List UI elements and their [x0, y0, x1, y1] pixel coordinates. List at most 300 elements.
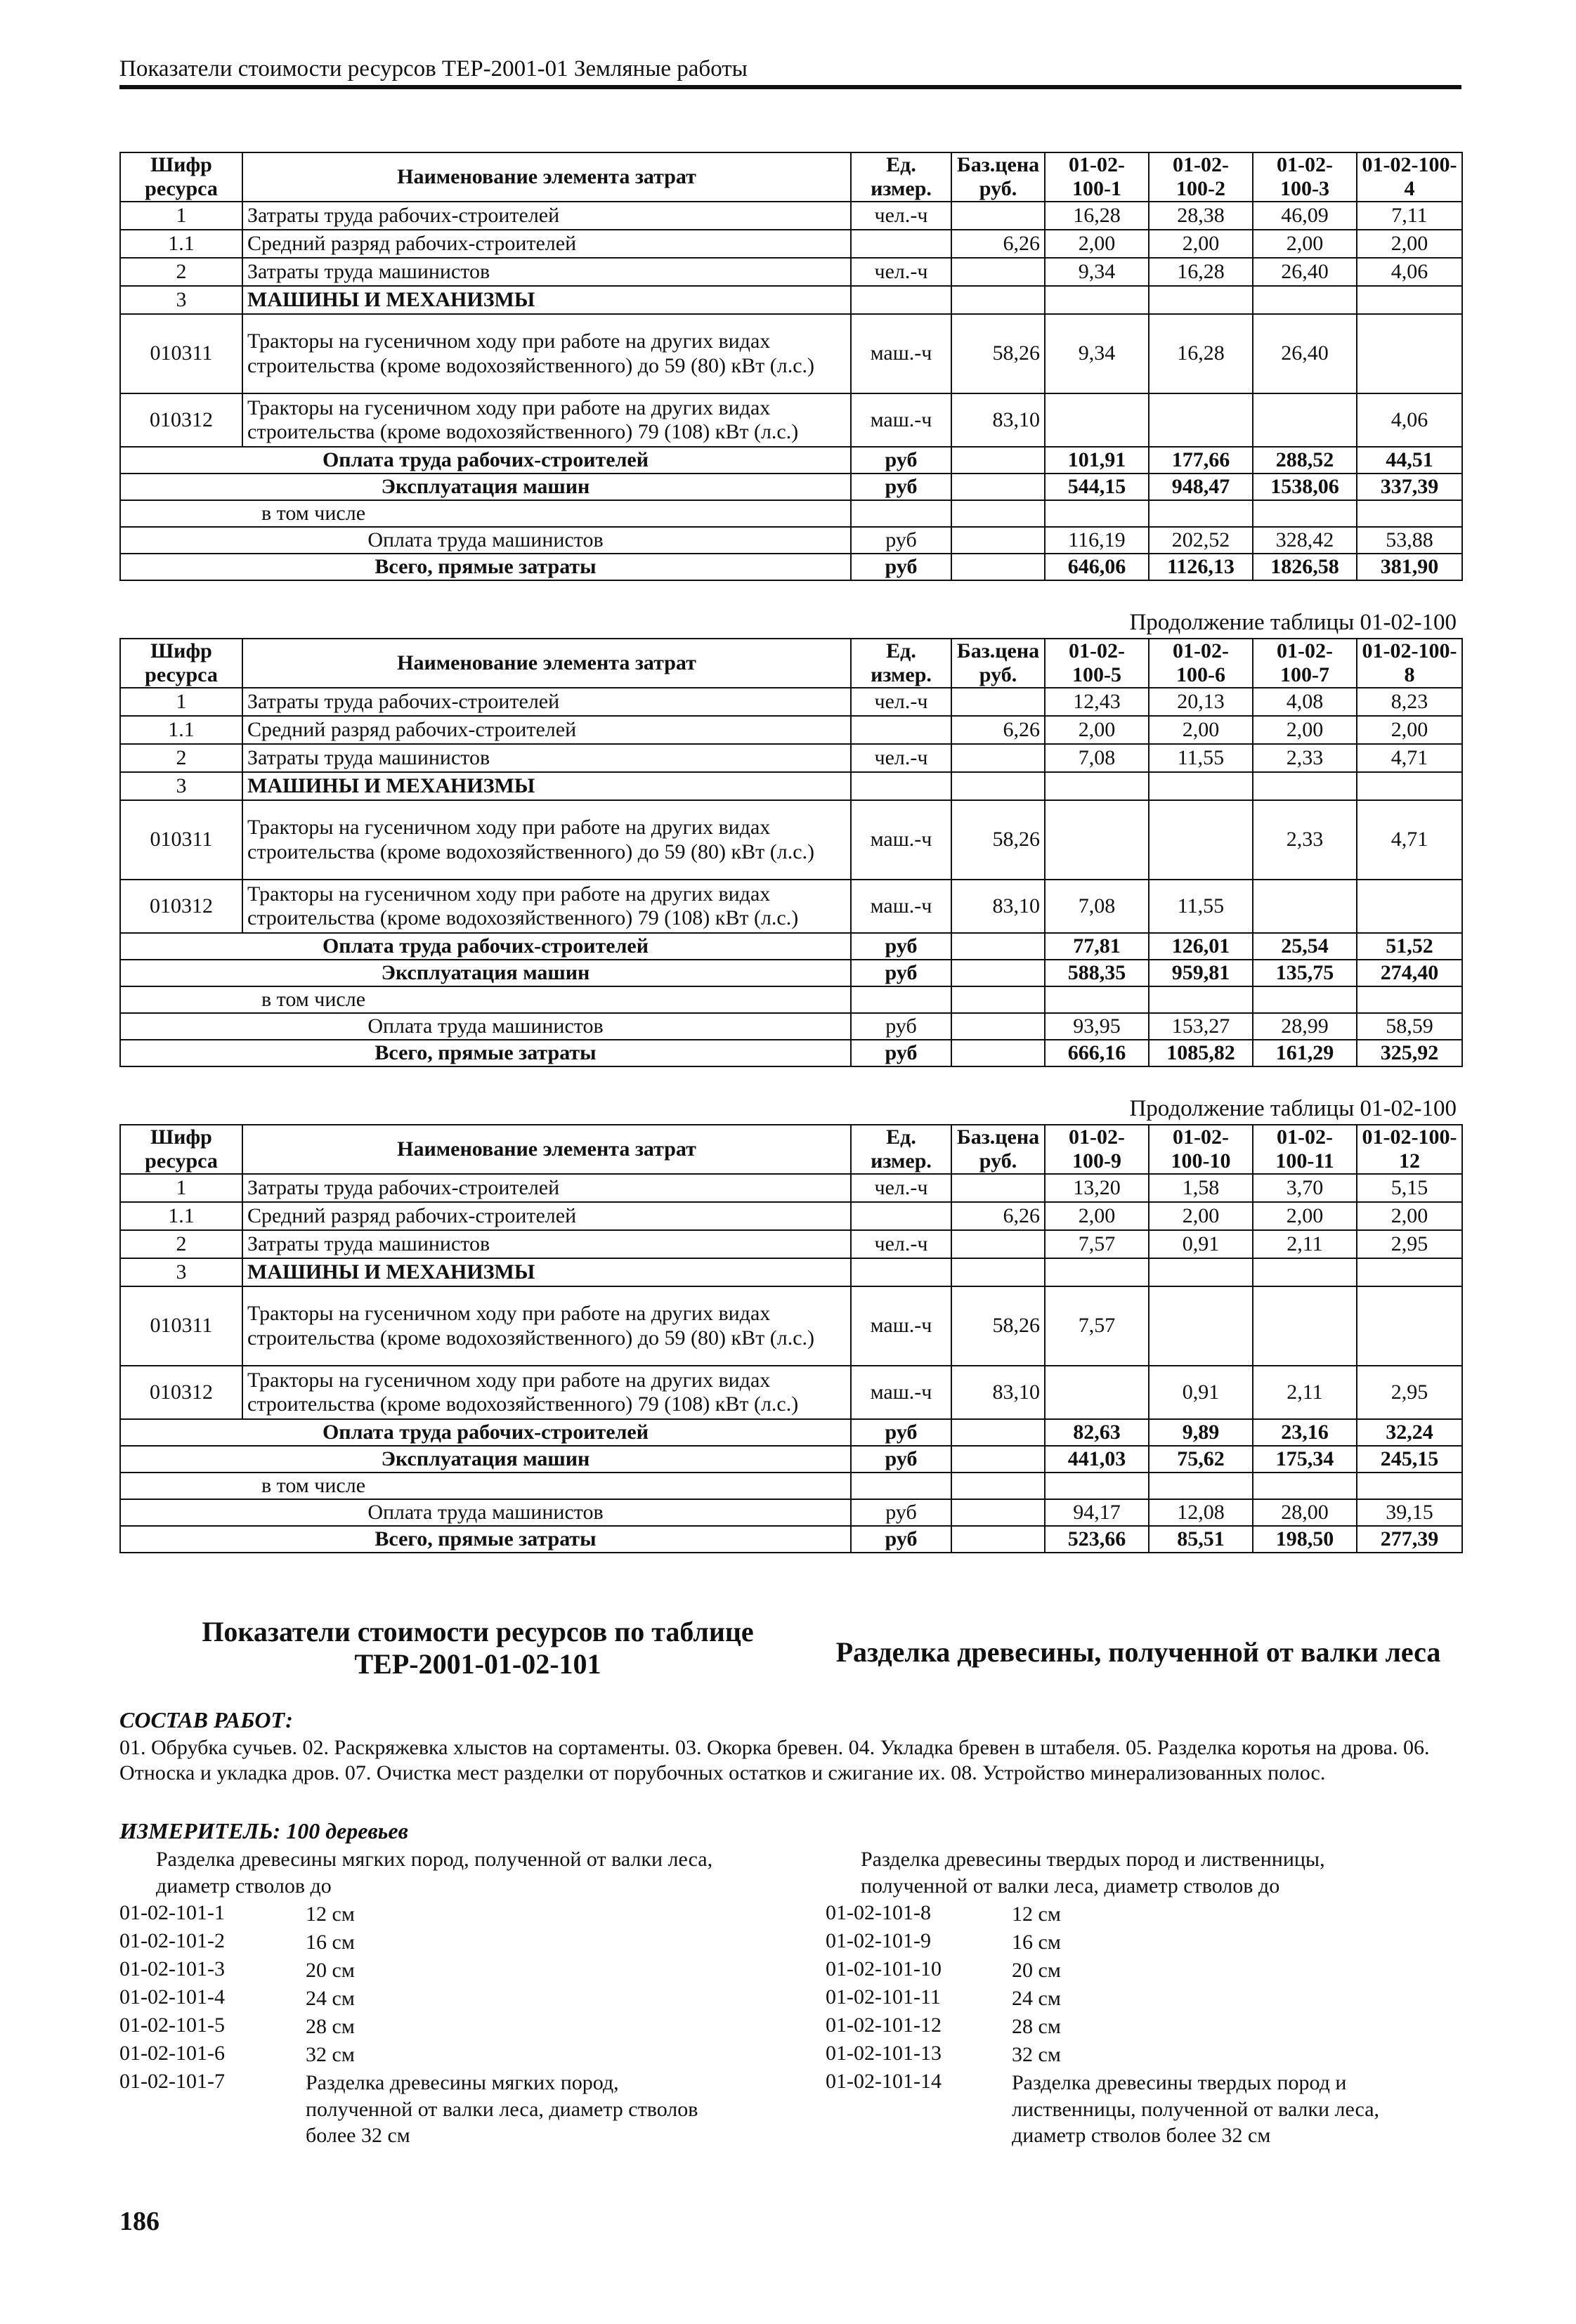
- cell-name: Тракторы на гусеничном ходу при работе на других видах строительства (кроме водохозяйственного) до 59 (80) кВт (л.с.): [242, 1286, 851, 1366]
- col-header-norm: 01-02-100-12: [1357, 1125, 1462, 1174]
- cell-value: [1149, 286, 1253, 314]
- list-item-code: 01-02-101-5: [119, 2013, 225, 2037]
- totals-unit: руб: [851, 1446, 951, 1473]
- cell-code: 010311: [120, 314, 242, 393]
- table-row: [120, 393, 1462, 447]
- col-header-unit: Ед. измер.: [851, 152, 951, 202]
- col-header-norm: 01-02-100-6: [1149, 639, 1253, 688]
- totals-value: [1357, 1473, 1462, 1499]
- col-header-norm: 01-02-100-7: [1253, 639, 1357, 688]
- totals-label: Всего, прямые затраты: [120, 554, 851, 580]
- cell-name: МАШИНЫ И МЕХАНИЗМЫ: [242, 1258, 851, 1286]
- totals-value: 9,89: [1149, 1419, 1253, 1446]
- totals-row: [120, 1040, 1462, 1066]
- list-item: [119, 1901, 741, 1929]
- cell-code: 1: [120, 1174, 242, 1202]
- list-item: [119, 1929, 741, 1957]
- cell-value: [1045, 1258, 1149, 1286]
- cell-value: 2,11: [1253, 1230, 1357, 1258]
- table-row: [120, 314, 1462, 393]
- totals-value: 44,51: [1357, 447, 1462, 474]
- totals-value: 153,27: [1149, 1013, 1253, 1040]
- cell-value: 2,00: [1357, 716, 1462, 744]
- cell-code: 2: [120, 1230, 242, 1258]
- list-item-code: 01-02-101-6: [119, 2042, 225, 2065]
- cell-value: [1149, 393, 1253, 447]
- totals-value: 1085,82: [1149, 1040, 1253, 1066]
- totals-row: [120, 1013, 1462, 1040]
- totals-value: 23,16: [1253, 1419, 1357, 1446]
- totals-price: [951, 1473, 1045, 1499]
- col-header-name: Наименование элемента затрат: [242, 152, 851, 202]
- list-item-value: 32 см: [1012, 2043, 1061, 2066]
- cell-value: 26,40: [1253, 258, 1357, 286]
- totals-value: 337,39: [1357, 474, 1462, 500]
- totals-row: [120, 1526, 1462, 1553]
- cell-price: 58,26: [951, 800, 1045, 880]
- totals-unit: руб: [851, 554, 951, 580]
- totals-price: [951, 960, 1045, 986]
- totals-value: 288,52: [1253, 447, 1357, 474]
- cell-price: 58,26: [951, 314, 1045, 393]
- totals-value: 245,15: [1357, 1446, 1462, 1473]
- totals-label: Оплата труда рабочих-строителей: [120, 1419, 851, 1446]
- col-header-norm: 01-02-100-5: [1045, 639, 1149, 688]
- totals-value: 1826,58: [1253, 554, 1357, 580]
- totals-unit: руб: [851, 474, 951, 500]
- works-text: 01. Обрубка сучьев. 02. Раскряжевка хлыстов на сортаменты. 03. Окорка бревен. 04. Укладка бревен в штабеля. 05. Разделка коротья на дрова. 06. Относка и укладка дров. 07. Очистка мест разделки от порубочных остатков и сжигание их. 08. Устройство минерализованных полос.: [119, 1736, 1430, 1784]
- cell-name: Затраты труда машинистов: [242, 1230, 851, 1258]
- col-header-norm: 01-02-100-9: [1045, 1125, 1149, 1174]
- list-item-value: 32 см: [306, 2043, 355, 2066]
- totals-row: [120, 986, 1462, 1013]
- col-header-price: Баз.цена руб.: [951, 1125, 1045, 1174]
- works-label: СОСТАВ РАБОТ:: [119, 1707, 293, 1732]
- totals-row: [120, 1473, 1462, 1499]
- totals-value: [1045, 1473, 1149, 1499]
- cell-code: 010311: [120, 1286, 242, 1366]
- totals-value: 116,19: [1045, 527, 1149, 554]
- totals-label: Эксплуатация машин: [120, 1446, 851, 1473]
- totals-price: [951, 474, 1045, 500]
- cell-value: 8,23: [1357, 688, 1462, 716]
- totals-value: 1126,13: [1149, 554, 1253, 580]
- totals-price: [951, 1419, 1045, 1446]
- cell-value: 1,58: [1149, 1174, 1253, 1202]
- cell-unit: маш.-ч: [851, 1286, 951, 1366]
- totals-row: [120, 1446, 1462, 1473]
- list-item: [119, 2013, 741, 2042]
- totals-price: [951, 554, 1045, 580]
- totals-row: [120, 527, 1462, 554]
- cell-value: 2,00: [1253, 1202, 1357, 1230]
- list-item: [119, 2070, 741, 2147]
- cell-value: 2,00: [1149, 716, 1253, 744]
- totals-value: [1253, 986, 1357, 1013]
- totals-value: 277,39: [1357, 1526, 1462, 1553]
- table-row: [120, 772, 1462, 800]
- totals-value: 274,40: [1357, 960, 1462, 986]
- col-header-norm: 01-02-100-8: [1357, 639, 1462, 688]
- totals-value: 381,90: [1357, 554, 1462, 580]
- table-row: [120, 1286, 1462, 1366]
- list-item: [826, 1901, 1447, 1929]
- table-row: [120, 286, 1462, 314]
- cell-code: 3: [120, 286, 242, 314]
- list-item: [826, 2042, 1447, 2070]
- list-item: [826, 1929, 1447, 1957]
- page-number: 186: [119, 2207, 159, 2236]
- table-row: [120, 744, 1462, 772]
- list-item-code: 01-02-101-4: [119, 1985, 225, 2009]
- totals-price: [951, 500, 1045, 527]
- cell-name: Затраты труда рабочих-строителей: [242, 1174, 851, 1202]
- cell-value: 12,43: [1045, 688, 1149, 716]
- totals-value: 948,47: [1149, 474, 1253, 500]
- totals-price: [951, 447, 1045, 474]
- cell-name: Тракторы на гусеничном ходу при работе на других видах строительства (кроме водохозяйственного) до 59 (80) кВт (л.с.): [242, 800, 851, 880]
- cell-value: [1253, 880, 1357, 933]
- totals-unit: руб: [851, 960, 951, 986]
- continuation-caption: Продолжение таблицы 01-02-100: [1129, 610, 1457, 635]
- cell-name: Тракторы на гусеничном ходу при работе на других видах строительства (кроме водохозяйственного) 79 (108) кВт (л.с.): [242, 1366, 851, 1419]
- list-item: [826, 1985, 1447, 2013]
- totals-value: 39,15: [1357, 1499, 1462, 1526]
- list-item-value: 20 см: [306, 1959, 355, 1982]
- totals-value: 28,00: [1253, 1499, 1357, 1526]
- totals-value: 28,99: [1253, 1013, 1357, 1040]
- cell-value: 2,95: [1357, 1366, 1462, 1419]
- cell-value: 2,00: [1045, 716, 1149, 744]
- cell-code: 1.1: [120, 230, 242, 258]
- cell-unit: чел.-ч: [851, 258, 951, 286]
- cell-price: 83,10: [951, 880, 1045, 933]
- table-row: [120, 230, 1462, 258]
- totals-value: 58,59: [1357, 1013, 1462, 1040]
- cell-value: 7,11: [1357, 202, 1462, 230]
- cell-value: [1253, 1286, 1357, 1366]
- cell-name: Средний разряд рабочих-строителей: [242, 1202, 851, 1230]
- totals-row: [120, 474, 1462, 500]
- cell-code: 2: [120, 744, 242, 772]
- list-item-value: 16 см: [1012, 1931, 1061, 1954]
- cell-value: 7,57: [1045, 1230, 1149, 1258]
- list-item-code: 01-02-101-3: [119, 1957, 225, 1980]
- table-row: [120, 202, 1462, 230]
- totals-value: 25,54: [1253, 933, 1357, 960]
- cell-price: [951, 688, 1045, 716]
- table-row: [120, 800, 1462, 880]
- cell-value: [1045, 800, 1149, 880]
- totals-value: 51,52: [1357, 933, 1462, 960]
- totals-price: [951, 933, 1045, 960]
- totals-value: 325,92: [1357, 1040, 1462, 1066]
- cell-name: Затраты труда рабочих-строителей: [242, 202, 851, 230]
- cell-name: Затраты труда машинистов: [242, 744, 851, 772]
- cell-value: 2,33: [1253, 744, 1357, 772]
- cell-code: 010312: [120, 880, 242, 933]
- list-item-value: 28 см: [306, 2015, 355, 2038]
- cell-value: 5,15: [1357, 1174, 1462, 1202]
- totals-label: Всего, прямые затраты: [120, 1040, 851, 1066]
- cell-price: [951, 744, 1045, 772]
- left-code-list: [119, 1901, 741, 2147]
- list-item: [826, 2070, 1447, 2147]
- cell-value: 2,00: [1045, 1202, 1149, 1230]
- cell-value: 3,70: [1253, 1174, 1357, 1202]
- totals-value: 959,81: [1149, 960, 1253, 986]
- cell-code: 010312: [120, 393, 242, 447]
- cell-value: 11,55: [1149, 880, 1253, 933]
- cell-name: Затраты труда машинистов: [242, 258, 851, 286]
- col-header-code: Шифр ресурса: [120, 152, 242, 202]
- cell-value: [1253, 393, 1357, 447]
- list-item-value: Разделка древесины твердых пород и лиственницы, полученной от валки леса, диаметр стволов более 32 см: [1012, 2071, 1380, 2147]
- totals-value: 441,03: [1045, 1446, 1149, 1473]
- cell-name: Средний разряд рабочих-строителей: [242, 716, 851, 744]
- cell-code: 010312: [120, 1366, 242, 1419]
- cell-value: 2,00: [1149, 230, 1253, 258]
- list-item: [826, 1957, 1447, 1985]
- col-header-norm: 01-02-100-2: [1149, 152, 1253, 202]
- cell-value: [1357, 1258, 1462, 1286]
- totals-value: 126,01: [1149, 933, 1253, 960]
- col-header-norm: 01-02-100-4: [1357, 152, 1462, 202]
- cell-price: 6,26: [951, 230, 1045, 258]
- cell-price: [951, 1258, 1045, 1286]
- cell-price: [951, 286, 1045, 314]
- totals-value: 177,66: [1149, 447, 1253, 474]
- cell-unit: маш.-ч: [851, 393, 951, 447]
- cell-value: 4,71: [1357, 800, 1462, 880]
- totals-value: 161,29: [1253, 1040, 1357, 1066]
- totals-value: 32,24: [1357, 1419, 1462, 1446]
- resource-table-3: [119, 1124, 1463, 1553]
- cell-name: Тракторы на гусеничном ходу при работе на других видах строительства (кроме водохозяйственного) до 59 (80) кВт (л.с.): [242, 314, 851, 393]
- cell-unit: маш.-ч: [851, 800, 951, 880]
- table-row: [120, 1366, 1462, 1419]
- cell-value: 16,28: [1149, 258, 1253, 286]
- cell-value: 4,06: [1357, 393, 1462, 447]
- resource-table-2: [119, 638, 1463, 1067]
- cell-unit: маш.-ч: [851, 314, 951, 393]
- col-header-norm: 01-02-100-3: [1253, 152, 1357, 202]
- list-item-value: 24 см: [306, 1987, 355, 2010]
- totals-value: 544,15: [1045, 474, 1149, 500]
- totals-value: [1149, 1473, 1253, 1499]
- measure-line: [119, 1818, 408, 1844]
- totals-row: [120, 447, 1462, 474]
- totals-unit: [851, 500, 951, 527]
- cell-value: [1149, 800, 1253, 880]
- cell-price: 83,10: [951, 1366, 1045, 1419]
- section-title: Показатели стоимости ресурсов по таблице ТЕР-2001-01-02-101: [202, 1616, 754, 1680]
- cell-price: 83,10: [951, 393, 1045, 447]
- cell-unit: [851, 1202, 951, 1230]
- totals-price: [951, 986, 1045, 1013]
- cell-value: 11,55: [1149, 744, 1253, 772]
- cell-unit: маш.-ч: [851, 880, 951, 933]
- totals-label: Оплата труда рабочих-строителей: [120, 447, 851, 474]
- cell-name: Средний разряд рабочих-строителей: [242, 230, 851, 258]
- totals-value: 175,34: [1253, 1446, 1357, 1473]
- totals-price: [951, 1040, 1045, 1066]
- cell-price: 6,26: [951, 1202, 1045, 1230]
- cell-value: [1045, 286, 1149, 314]
- cell-value: 2,33: [1253, 800, 1357, 880]
- totals-value: [1357, 500, 1462, 527]
- totals-value: 523,66: [1045, 1526, 1149, 1553]
- cell-value: 2,00: [1149, 1202, 1253, 1230]
- cell-value: [1045, 393, 1149, 447]
- list-item-code: 01-02-101-8: [826, 1901, 931, 1924]
- cell-value: 16,28: [1149, 314, 1253, 393]
- measure-value: 100 деревьев: [286, 1818, 408, 1843]
- totals-unit: [851, 986, 951, 1013]
- table-row: [120, 880, 1462, 933]
- cell-unit: чел.-ч: [851, 1174, 951, 1202]
- cell-value: 7,08: [1045, 744, 1149, 772]
- list-item: [119, 1985, 741, 2013]
- totals-value: [1045, 500, 1149, 527]
- cell-value: [1149, 1286, 1253, 1366]
- totals-value: 646,06: [1045, 554, 1149, 580]
- cell-name: Тракторы на гусеничном ходу при работе на других видах строительства (кроме водохозяйственного) 79 (108) кВт (л.с.): [242, 393, 851, 447]
- col-header-norm: 01-02-100-1: [1045, 152, 1149, 202]
- cell-price: [951, 202, 1045, 230]
- totals-label: Эксплуатация машин: [120, 474, 851, 500]
- cell-value: [1149, 772, 1253, 800]
- cell-value: 16,28: [1045, 202, 1149, 230]
- list-item-value: 28 см: [1012, 2015, 1061, 2038]
- right-list-heading: Разделка древесины твердых пород и лиственницы, полученной от валки леса, диаметр стволов до: [861, 1848, 1325, 1898]
- cell-name: Затраты труда рабочих-строителей: [242, 688, 851, 716]
- list-item-value: 24 см: [1012, 1987, 1061, 2010]
- cell-value: [1357, 1286, 1462, 1366]
- cell-value: 2,00: [1357, 230, 1462, 258]
- cell-code: 010311: [120, 800, 242, 880]
- cell-value: 2,00: [1045, 230, 1149, 258]
- cell-value: 20,13: [1149, 688, 1253, 716]
- totals-price: [951, 527, 1045, 554]
- totals-value: [1253, 1473, 1357, 1499]
- totals-row: [120, 1499, 1462, 1526]
- cell-value: [1357, 314, 1462, 393]
- totals-value: 53,88: [1357, 527, 1462, 554]
- col-header-name: Наименование элемента затрат: [242, 639, 851, 688]
- totals-label: Оплата труда машинистов: [120, 1013, 851, 1040]
- cell-unit: [851, 230, 951, 258]
- totals-price: [951, 1446, 1045, 1473]
- cell-value: [1357, 772, 1462, 800]
- cell-value: [1045, 1366, 1149, 1419]
- cell-unit: [851, 772, 951, 800]
- cell-code: 3: [120, 772, 242, 800]
- page-header: Показатели стоимости ресурсов ТЕР-2001-01 Земляные работы: [119, 56, 1461, 89]
- totals-value: [1045, 986, 1149, 1013]
- cell-code: 3: [120, 1258, 242, 1286]
- totals-value: 75,62: [1149, 1446, 1253, 1473]
- list-item-code: 01-02-101-12: [826, 2013, 942, 2037]
- totals-price: [951, 1013, 1045, 1040]
- totals-price: [951, 1526, 1045, 1553]
- cell-price: [951, 1174, 1045, 1202]
- cell-value: 46,09: [1253, 202, 1357, 230]
- totals-label: Оплата труда машинистов: [120, 1499, 851, 1526]
- col-header-norm: 01-02-100-11: [1253, 1125, 1357, 1174]
- totals-value: [1149, 986, 1253, 1013]
- list-item-code: 01-02-101-13: [826, 2042, 942, 2065]
- list-item-code: 01-02-101-11: [826, 1985, 941, 2009]
- cell-name: Тракторы на гусеничном ходу при работе на других видах строительства (кроме водохозяйственного) 79 (108) кВт (л.с.): [242, 880, 851, 933]
- totals-value: [1253, 500, 1357, 527]
- totals-label: в том числе: [120, 500, 851, 527]
- totals-row: [120, 1419, 1462, 1446]
- col-header-price: Баз.цена руб.: [951, 639, 1045, 688]
- totals-value: 82,63: [1045, 1419, 1149, 1446]
- totals-label: Оплата труда рабочих-строителей: [120, 933, 851, 960]
- totals-value: 202,52: [1149, 527, 1253, 554]
- totals-unit: руб: [851, 447, 951, 474]
- totals-unit: руб: [851, 1526, 951, 1553]
- totals-value: [1149, 500, 1253, 527]
- cell-value: 0,91: [1149, 1230, 1253, 1258]
- cell-name: МАШИНЫ И МЕХАНИЗМЫ: [242, 772, 851, 800]
- right-code-list: [826, 1901, 1447, 2147]
- totals-label: Всего, прямые затраты: [120, 1526, 851, 1553]
- list-item-code: 01-02-101-1: [119, 1901, 225, 1924]
- cell-code: 2: [120, 258, 242, 286]
- list-item-code: 01-02-101-9: [826, 1929, 931, 1952]
- cell-price: [951, 1230, 1045, 1258]
- totals-row: [120, 960, 1462, 986]
- totals-label: в том числе: [120, 1473, 851, 1499]
- cell-unit: чел.-ч: [851, 202, 951, 230]
- cell-unit: [851, 1258, 951, 1286]
- totals-value: 101,91: [1045, 447, 1149, 474]
- list-item-value: Разделка древесины мягких пород, полученной от валки леса, диаметр стволов более 32 см: [306, 2071, 698, 2147]
- list-item-value: 12 см: [306, 1902, 355, 1926]
- cell-value: 4,08: [1253, 688, 1357, 716]
- cell-value: 9,34: [1045, 314, 1149, 393]
- list-item: [119, 2042, 741, 2070]
- cell-value: 2,00: [1253, 716, 1357, 744]
- list-item-value: 16 см: [306, 1931, 355, 1954]
- cell-code: 1.1: [120, 716, 242, 744]
- list-item-value: 20 см: [1012, 1959, 1061, 1982]
- cell-value: [1253, 286, 1357, 314]
- cell-code: 1: [120, 688, 242, 716]
- totals-unit: руб: [851, 1419, 951, 1446]
- table-row: [120, 688, 1462, 716]
- cell-value: 2,00: [1357, 1202, 1462, 1230]
- col-header-name: Наименование элемента затрат: [242, 1125, 851, 1174]
- totals-label: в том числе: [120, 986, 851, 1013]
- cell-value: [1253, 1258, 1357, 1286]
- table-row: [120, 258, 1462, 286]
- cell-value: [1357, 880, 1462, 933]
- cell-unit: маш.-ч: [851, 1366, 951, 1419]
- list-item-code: 01-02-101-7: [119, 2070, 225, 2093]
- cell-value: [1357, 286, 1462, 314]
- totals-value: [1357, 986, 1462, 1013]
- totals-label: Оплата труда машинистов: [120, 527, 851, 554]
- cell-value: 13,20: [1045, 1174, 1149, 1202]
- cell-value: 4,06: [1357, 258, 1462, 286]
- cell-price: [951, 772, 1045, 800]
- cell-unit: [851, 286, 951, 314]
- col-header-norm: 01-02-100-10: [1149, 1125, 1253, 1174]
